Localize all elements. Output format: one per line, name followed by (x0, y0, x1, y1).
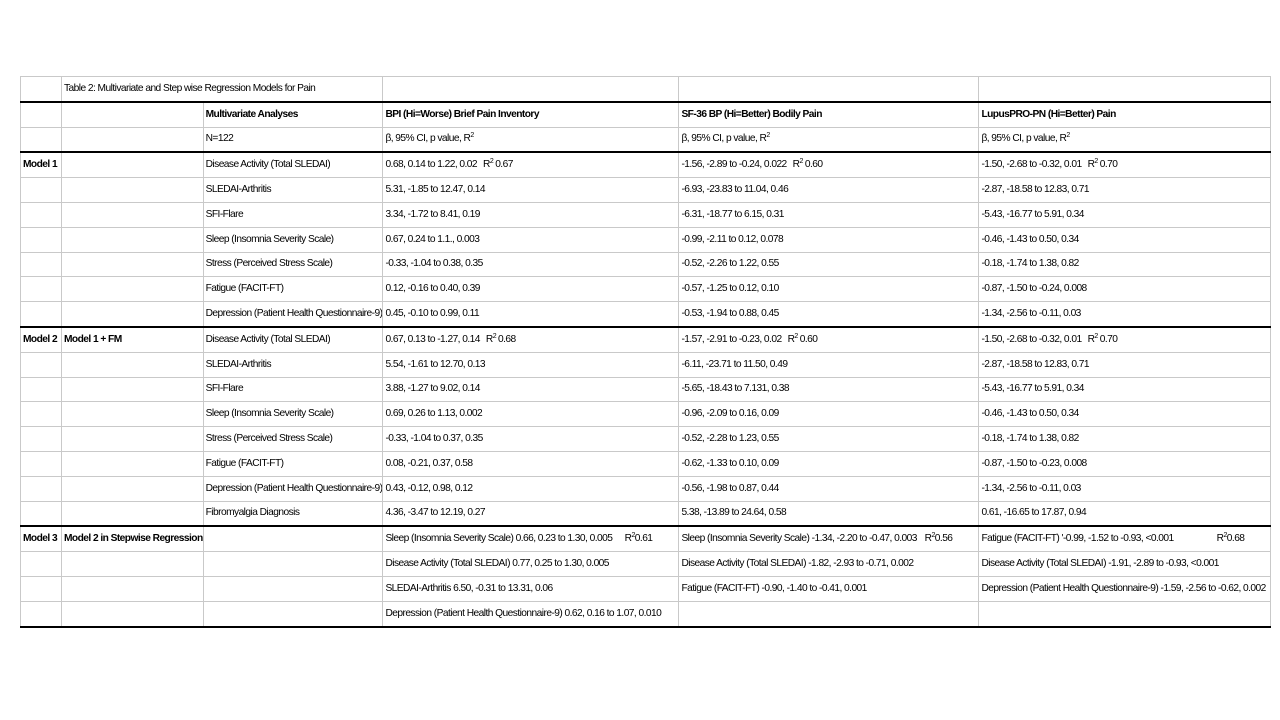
cell (203, 552, 383, 577)
cell (21, 451, 62, 476)
r-squared (793, 159, 823, 170)
cell (21, 252, 62, 277)
lupus-cell (979, 526, 1271, 551)
header-bpi: BPI (Hi=Worse) Brief Pain Inventory (383, 102, 679, 127)
r-squared-sup: 2 (1094, 332, 1098, 340)
lupus-cell-value: -0.87, -1.50 to -0.24, 0.008 (981, 283, 1087, 295)
bpi-cell-value: 5.31, -1.85 to 12.47, 0.14 (385, 184, 485, 196)
bpi-cell-value: 0.67, 0.13 to -1.27, 0.14 (385, 333, 480, 345)
lupus-cell-value: -0.18, -1.74 to 1.38, 0.82 (981, 258, 1079, 270)
cell (62, 552, 204, 577)
r-squared-sup: 2 (799, 158, 803, 166)
bpi-cell (383, 252, 679, 277)
sf36-cell (679, 476, 979, 501)
lupus-cell-value: Depression (Patient Health Questionnaire-9) -1.59, -2.56 to -0.62, 0.002 (981, 582, 1266, 594)
lupus-cell (979, 501, 1271, 526)
r-squared (483, 159, 513, 170)
lupus-cell (979, 352, 1271, 377)
lupus-cell (979, 377, 1271, 402)
cell (21, 202, 62, 227)
lupus-cell (979, 277, 1271, 302)
r-squared-sup: 2 (1223, 532, 1227, 540)
sf36-cell-value: -6.31, -18.77 to 6.15, 0.31 (681, 208, 784, 220)
variable-name: SFI-Flare (203, 377, 383, 402)
stat-label-lupus (979, 127, 1271, 152)
variable-name: SLEDAI-Arthritis (203, 178, 383, 203)
sf36-cell-value: Sleep (Insomnia Severity Scale) -1.34, -2.20 to -0.47, 0.003 (681, 533, 917, 545)
cell (62, 202, 204, 227)
variable-name: Sleep (Insomnia Severity Scale) (203, 402, 383, 427)
bpi-cell (383, 526, 679, 551)
cell (62, 476, 204, 501)
sf36-cell-value: Disease Activity (Total SLEDAI) -1.82, -2.93 to -0.71, 0.002 (681, 558, 914, 570)
sf36-cell-value: -0.96, -2.09 to 0.16, 0.09 (681, 408, 779, 420)
lupus-cell-value: -0.87, -1.50 to -0.23, 0.008 (981, 457, 1087, 469)
r-squared-label: R (787, 333, 795, 345)
cell (21, 552, 62, 577)
variable-name: SFI-Flare (203, 202, 383, 227)
cell (679, 77, 979, 102)
cell (21, 576, 62, 601)
variable-name: Depression (Patient Health Questionnaire-9) (203, 476, 383, 501)
n-label: N=122 (203, 127, 383, 152)
cell (21, 476, 62, 501)
lupus-cell (979, 152, 1271, 177)
sf36-cell-value: -6.93, -23.83 to 11.04, 0.46 (681, 184, 789, 196)
sf36-cell (679, 427, 979, 452)
bpi-cell-value: Disease Activity (Total SLEDAI) 0.77, 0.25 to 1.30, 0.005 (385, 558, 609, 570)
lupus-cell (979, 252, 1271, 277)
lupus-cell (979, 476, 1271, 501)
lupus-cell-value: -1.34, -2.56 to -0.11, 0.03 (981, 482, 1081, 494)
r-squared-value: 0.67 (495, 159, 513, 171)
r-squared (1217, 533, 1245, 545)
model2-row (21, 451, 1271, 476)
cell (21, 77, 62, 102)
bpi-cell-value: 3.88, -1.27 to 9.02, 0.14 (385, 383, 480, 395)
sf36-cell (679, 202, 979, 227)
sf36-cell-value: -0.52, -2.26 to 1.22, 0.55 (681, 258, 779, 270)
cell (21, 402, 62, 427)
model2-row (21, 352, 1271, 377)
cell (62, 102, 204, 127)
lupus-cell (979, 202, 1271, 227)
cell (21, 227, 62, 252)
cell (203, 576, 383, 601)
sf36-cell (679, 178, 979, 203)
r-squared-sup: 2 (492, 332, 497, 340)
model-label: Model 3 (21, 526, 62, 551)
r-squared-label: R (1087, 333, 1095, 345)
r-squared-value: 0.60 (799, 333, 818, 345)
bpi-cell-value: 0.43, -0.12, 0.98, 0.12 (385, 482, 473, 494)
stat-label-bpi (383, 127, 679, 152)
model1-row (21, 227, 1271, 252)
bpi-cell (383, 352, 679, 377)
cell (21, 102, 62, 127)
table-title: Table 2: Multivariate and Step wise Regression Models for Pain (62, 77, 383, 102)
r-squared (788, 334, 818, 345)
lupus-cell (979, 576, 1271, 601)
variable-name: Fatigue (FACIT-FT) (203, 451, 383, 476)
sf36-cell (679, 576, 979, 601)
lupus-cell-value: -0.18, -1.74 to 1.38, 0.82 (981, 433, 1079, 445)
sf36-cell (679, 501, 979, 526)
r-squared (1088, 334, 1118, 345)
r-squared-sup: 2 (631, 532, 635, 540)
lupus-cell-value: 0.61, -16.65 to 17.87, 0.94 (981, 507, 1087, 519)
r-squared-value: 0.68 (1226, 533, 1245, 545)
sf36-cell (679, 277, 979, 302)
bpi-cell (383, 302, 679, 327)
model3-row (21, 552, 1271, 577)
bpi-cell-value: -0.33, -1.04 to 0.38, 0.35 (385, 258, 483, 270)
bpi-cell (383, 202, 679, 227)
model3-row (21, 526, 1271, 551)
bpi-cell (383, 501, 679, 526)
lupus-cell-value: -1.34, -2.56 to -0.11, 0.03 (981, 308, 1081, 320)
header-lupus: LupusPRO-PN (Hi=Better) Pain (979, 102, 1271, 127)
sf36-cell (679, 302, 979, 327)
bpi-cell (383, 402, 679, 427)
cell (62, 352, 204, 377)
r-squared-value: 0.60 (804, 159, 823, 171)
model-label: Model 1 (21, 152, 62, 177)
cell (21, 302, 62, 327)
sf36-cell (679, 152, 979, 177)
r-squared-sup: 2 (489, 158, 494, 166)
bpi-cell (383, 277, 679, 302)
model-label: Model 2 (21, 327, 62, 352)
sf36-cell-value: -0.53, -1.94 to 0.88, 0.45 (681, 308, 779, 320)
bpi-cell-value: 3.34, -1.72 to 8.41, 0.19 (385, 208, 480, 220)
lupus-cell-value: -5.43, -16.77 to 5.91, 0.34 (981, 208, 1084, 220)
bpi-cell (383, 377, 679, 402)
sf36-cell-value: -0.52, -2.28 to 1.23, 0.55 (681, 433, 779, 445)
sf36-cell-value: -1.57, -2.91 to -0.23, 0.02 (681, 333, 782, 345)
lupus-cell (979, 327, 1271, 352)
sf36-cell-value: -0.62, -1.33 to 0.10, 0.09 (681, 457, 779, 469)
model3-row (21, 576, 1271, 601)
lupus-cell-value: Fatigue (FACIT-FT) '-0.99, -1.52 to -0.93, <0.001 (981, 533, 1174, 545)
sf36-cell (679, 552, 979, 577)
bpi-cell-value: SLEDAI-Arthritis 6.50, -0.31 to 13.31, 0.06 (385, 582, 553, 594)
model2-row (21, 501, 1271, 526)
lupus-cell-value: -0.46, -1.43 to 0.50, 0.34 (981, 233, 1079, 245)
sf36-cell (679, 402, 979, 427)
r-squared-sup: 2 (794, 332, 798, 340)
sf36-cell (679, 327, 979, 352)
r-squared-label: R (485, 333, 493, 345)
r-squared (625, 533, 653, 545)
cell (21, 377, 62, 402)
cell (62, 402, 204, 427)
lupus-cell (979, 451, 1271, 476)
cell (21, 601, 62, 626)
cell (62, 152, 204, 177)
bpi-cell (383, 427, 679, 452)
model1-row (21, 302, 1271, 327)
model1-row (21, 152, 1271, 177)
model2-row (21, 476, 1271, 501)
variable-name: Fibromyalgia Diagnosis (203, 501, 383, 526)
bpi-cell-value: Depression (Patient Health Questionnaire-9) 0.62, 0.16 to 1.07, 0.010 (385, 607, 662, 619)
sf36-cell (679, 352, 979, 377)
sf36-cell-value: -5.65, -18.43 to 7.131, 0.38 (681, 383, 789, 395)
r-squared-label: R (924, 533, 932, 545)
model2-row (21, 377, 1271, 402)
lupus-cell-value: -1.50, -2.68 to -0.32, 0.01 (981, 159, 1082, 171)
header-analyses: Multivariate Analyses (203, 102, 383, 127)
model1-row (21, 277, 1271, 302)
bpi-cell (383, 227, 679, 252)
stat-label-row (21, 127, 1271, 152)
cell (62, 127, 204, 152)
lupus-cell (979, 402, 1271, 427)
lupus-cell-value: -2.87, -18.58 to 12.83, 0.71 (981, 184, 1089, 196)
stat-label-text: β, 95% CI, p value, R (981, 133, 1067, 145)
variable-name: Stress (Perceived Stress Scale) (203, 427, 383, 452)
lupus-cell-value: -1.50, -2.68 to -0.32, 0.01 (981, 333, 1082, 345)
r-squared-value: 0.70 (1099, 159, 1118, 171)
lupus-cell-value: Disease Activity (Total SLEDAI) -1.91, -2.89 to -0.93, <0.001 (981, 558, 1219, 570)
r-squared-label: R (483, 159, 490, 171)
stat-label-sup: 2 (766, 132, 770, 140)
bpi-cell-value: -0.33, -1.04 to 0.37, 0.35 (385, 433, 483, 445)
cell (62, 451, 204, 476)
stat-label-sf36 (679, 127, 979, 152)
r-squared-value: 0.68 (498, 333, 516, 345)
bpi-cell-value: 0.68, 0.14 to 1.22, 0.02 (385, 159, 478, 171)
stat-label-sup: 2 (1066, 132, 1070, 140)
bpi-cell-value: 0.67, 0.24 to 1.1., 0.003 (385, 233, 480, 245)
title-row (21, 77, 1271, 102)
stat-label-text: β, 95% CI, p value, R (385, 133, 471, 145)
stat-label-sup: 2 (470, 132, 474, 140)
r-squared-value: 0.70 (1099, 333, 1118, 345)
model2-row (21, 427, 1271, 452)
header-sf36: SF-36 BP (Hi=Better) Bodily Pain (679, 102, 979, 127)
bpi-cell-value: 0.69, 0.26 to 1.13, 0.002 (385, 408, 483, 420)
model2-row (21, 402, 1271, 427)
cell (21, 352, 62, 377)
lupus-cell (979, 302, 1271, 327)
cell (62, 277, 204, 302)
cell (21, 427, 62, 452)
regression-table (20, 76, 1271, 628)
bpi-cell-value: Sleep (Insomnia Severity Scale) 0.66, 0.23 to 1.30, 0.005 (385, 533, 613, 545)
bpi-cell-value: 4.36, -3.47 to 12.19, 0.27 (385, 507, 485, 519)
variable-name: Depression (Patient Health Questionnaire-9) (203, 302, 383, 327)
cell (203, 526, 383, 551)
sf36-cell-value: -1.56, -2.89 to -0.24, 0.022 (681, 159, 787, 171)
model-sub: Model 2 in Stepwise Regression (62, 526, 204, 551)
r-squared-label: R (1216, 533, 1224, 545)
sf36-cell (679, 526, 979, 551)
r-squared-value: 0.56 (934, 533, 953, 545)
cell (62, 302, 204, 327)
sf36-cell (679, 451, 979, 476)
bpi-cell (383, 476, 679, 501)
stat-label-text: β, 95% CI, p value, R (681, 133, 767, 145)
variable-name: Disease Activity (Total SLEDAI) (203, 327, 383, 352)
cell (62, 252, 204, 277)
bpi-cell (383, 451, 679, 476)
bpi-cell (383, 178, 679, 203)
r-squared-sup: 2 (931, 532, 935, 540)
lupus-cell (979, 552, 1271, 577)
lupus-cell (979, 227, 1271, 252)
bpi-cell-value: 5.54, -1.61 to 12.70, 0.13 (385, 358, 485, 370)
bpi-cell (383, 601, 679, 626)
cell (62, 501, 204, 526)
lupus-cell (979, 601, 1271, 626)
variable-name: Sleep (Insomnia Severity Scale) (203, 227, 383, 252)
sf36-cell-value: -6.11, -23.71 to 11.50, 0.49 (681, 358, 788, 370)
cell (21, 277, 62, 302)
cell (979, 77, 1271, 102)
model3-row (21, 601, 1271, 626)
sf36-cell (679, 601, 979, 626)
sf36-cell-value: -0.99, -2.11 to 0.12, 0.078 (681, 233, 784, 245)
model-sub: Model 1 + FM (62, 327, 204, 352)
cell (62, 227, 204, 252)
sf36-cell-value: -0.57, -1.25 to 0.12, 0.10 (681, 283, 779, 295)
bpi-cell (383, 552, 679, 577)
bpi-cell (383, 576, 679, 601)
r-squared (925, 533, 953, 545)
header-row (21, 102, 1271, 127)
sf36-cell-value: -0.56, -1.98 to 0.87, 0.44 (681, 482, 779, 494)
bpi-cell-value: 0.45, -0.10 to 0.99, 0.11 (385, 308, 480, 320)
sf36-cell-value: 5.38, -13.89 to 24.64, 0.58 (681, 507, 787, 519)
lupus-cell (979, 178, 1271, 203)
r-squared-label: R (1087, 159, 1095, 171)
lupus-cell (979, 427, 1271, 452)
variable-name: Stress (Perceived Stress Scale) (203, 252, 383, 277)
r-squared-sup: 2 (1094, 158, 1098, 166)
cell (203, 601, 383, 626)
variable-name: SLEDAI-Arthritis (203, 352, 383, 377)
cell (21, 127, 62, 152)
model1-row (21, 202, 1271, 227)
sf36-cell (679, 377, 979, 402)
bpi-cell-value: 0.08, -0.21, 0.37, 0.58 (385, 457, 473, 469)
r-squared (486, 334, 516, 345)
sf36-cell (679, 227, 979, 252)
model1-row (21, 178, 1271, 203)
cell (62, 178, 204, 203)
sf36-cell (679, 252, 979, 277)
bpi-cell-value: 0.12, -0.16 to 0.40, 0.39 (385, 283, 480, 295)
lupus-cell-value: -2.87, -18.58 to 12.83, 0.71 (981, 358, 1089, 370)
model1-row (21, 252, 1271, 277)
cell (21, 178, 62, 203)
variable-name: Fatigue (FACIT-FT) (203, 277, 383, 302)
r-squared-label: R (624, 533, 632, 545)
sf36-cell-value: Fatigue (FACIT-FT) -0.90, -1.40 to -0.41, 0.001 (681, 582, 867, 594)
r-squared-label: R (792, 159, 800, 171)
cell (21, 501, 62, 526)
bpi-cell (383, 152, 679, 177)
lupus-cell-value: -5.43, -16.77 to 5.91, 0.34 (981, 383, 1084, 395)
cell (62, 576, 204, 601)
r-squared (1088, 159, 1118, 170)
cell (383, 77, 679, 102)
cell (62, 427, 204, 452)
cell (62, 377, 204, 402)
table-body (21, 77, 1271, 627)
model2-row (21, 327, 1271, 352)
lupus-cell-value: -0.46, -1.43 to 0.50, 0.34 (981, 408, 1079, 420)
r-squared-value: 0.61 (634, 533, 653, 545)
bpi-cell (383, 327, 679, 352)
cell (62, 601, 204, 626)
variable-name: Disease Activity (Total SLEDAI) (203, 152, 383, 177)
